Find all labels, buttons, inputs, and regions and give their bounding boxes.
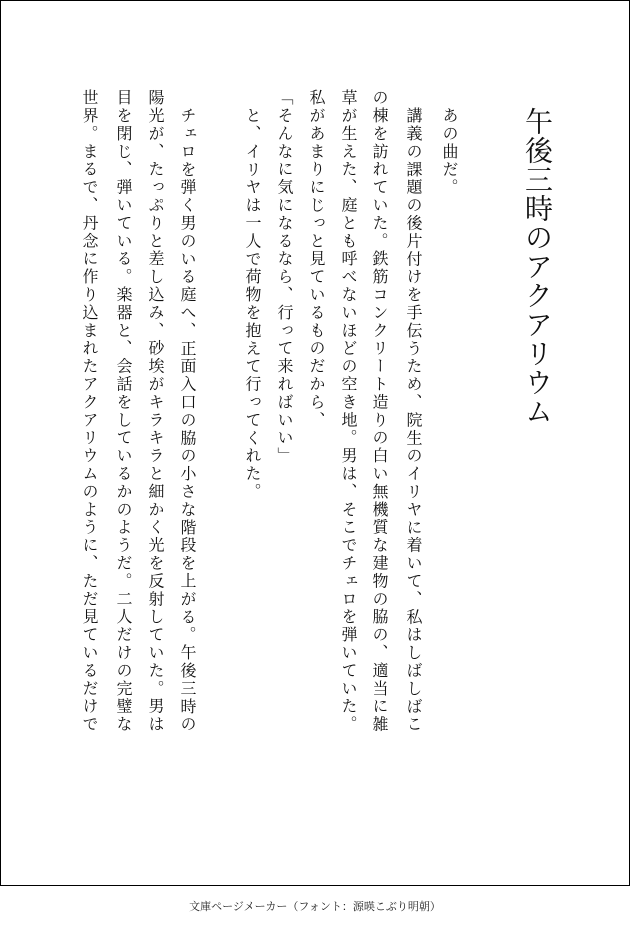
body-line-10: 陽光が、たっぷりと差し込み、砂埃がキラキラと細かく光を反射していた。男は	[146, 89, 165, 734]
footer-caption: 文庫ページメーカー（フォント：源暎こぶり明朝）	[189, 900, 441, 913]
body-line-1: あの曲だ。	[440, 107, 459, 197]
body-line-2: 講義の課題の後片付けを手伝うため、院生のイリヤに着いて、私はしばしばこ	[404, 107, 423, 734]
body-line-11: 目を閉じ、弾いている。楽器と、会話をしているかのようだ。二人だけの完璧な	[114, 89, 133, 734]
body-line-4: 草が生えた、庭とも呼べないほどの空き地。男は、そこでチェロを弾いていた。	[339, 89, 358, 734]
body-line-3: の棟を訪れていた。鉄筋コンクリート造りの白い無機質な建物の脇の、適当に雑	[370, 89, 389, 734]
body-line-12: 世界。まるで、丹念に作り込まれたアクアリウムのように、ただ見ているだけで	[80, 89, 99, 734]
page-title: 午後三時のアクアリウム	[521, 107, 554, 426]
body-line-6: 「そんなに気になるなら、行って来ればいい」	[275, 89, 294, 465]
body-line-9: チェロを弾く男のいる庭へ、正面入口の脇の小さな階段を上がる。午後三時の	[178, 107, 197, 734]
body-line-7: と、イリヤは一人で荷物を抱えて行ってくれた。	[243, 107, 262, 501]
body-line-5: 私があまりにじっと見ているものだから、	[307, 89, 326, 430]
